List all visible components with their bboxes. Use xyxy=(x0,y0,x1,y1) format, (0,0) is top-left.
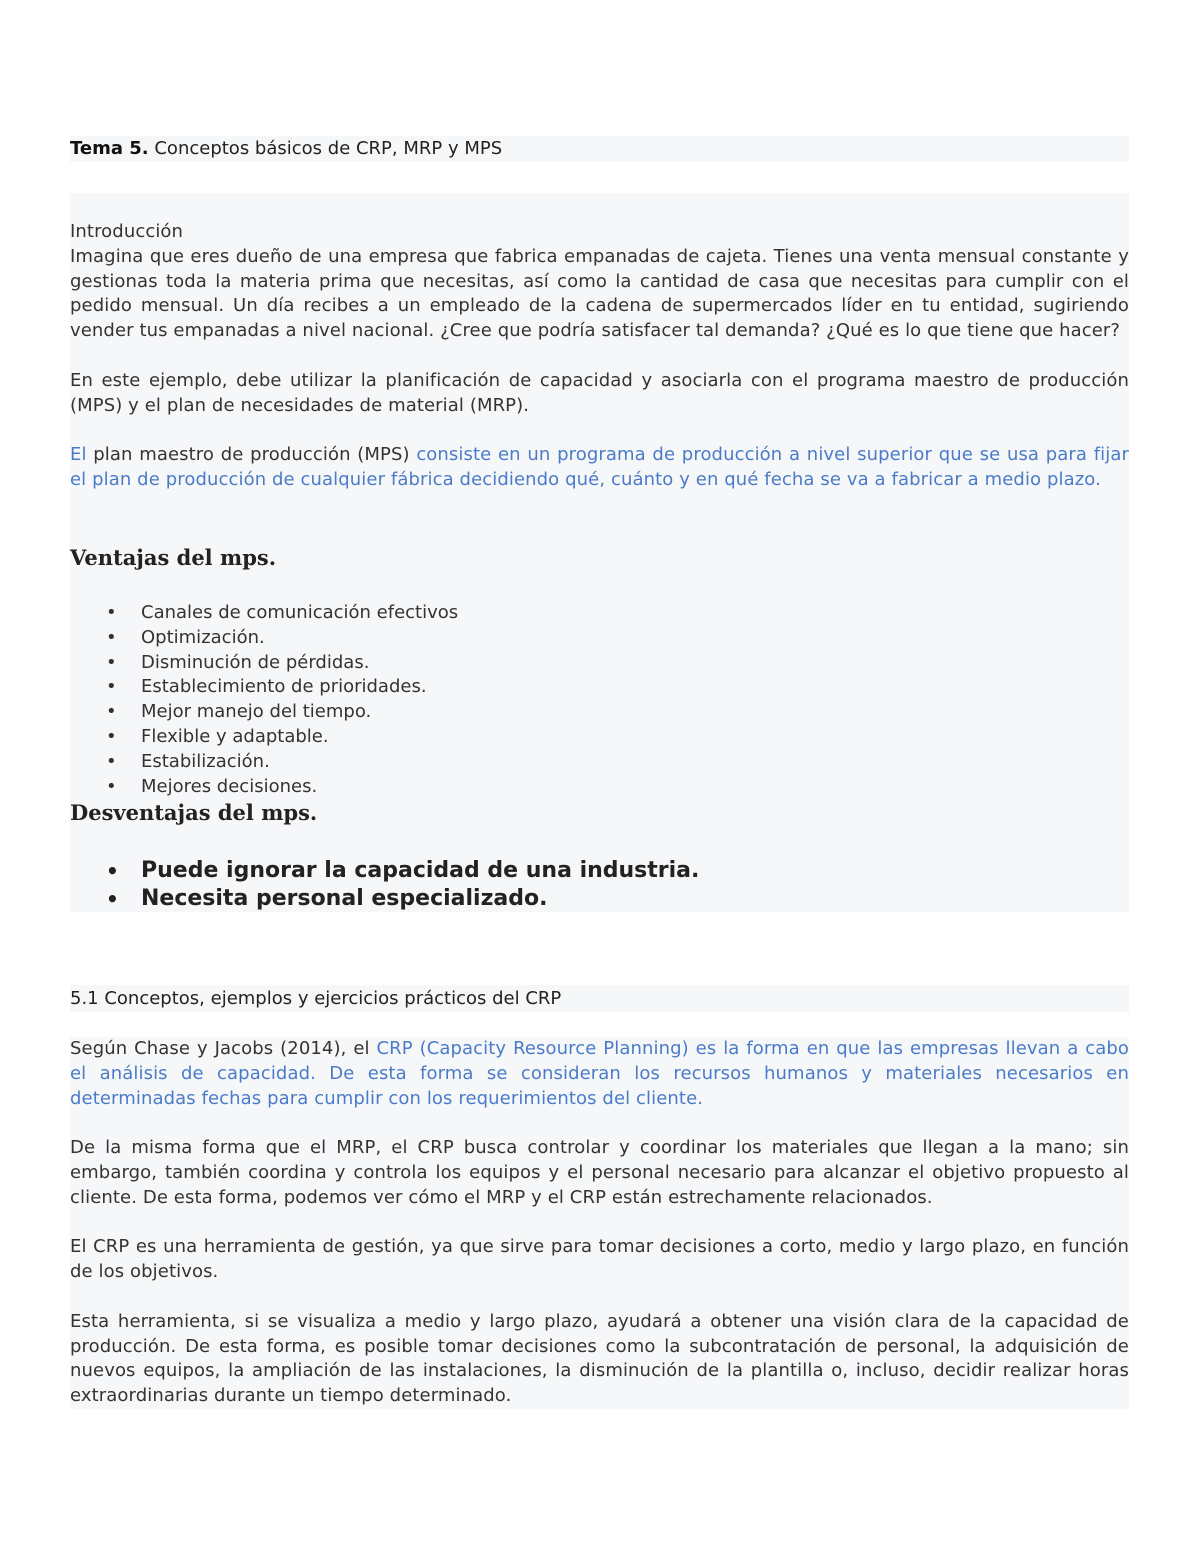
bullet-icon: • xyxy=(106,626,117,648)
bullet-icon: • xyxy=(106,887,119,911)
desventajas-heading: Desventajas del mps. xyxy=(70,800,318,825)
section-title: 5.1 Conceptos, ejemplos y ejercicios prácticos del CRP xyxy=(70,985,1129,1012)
list-item: • Establecimiento de prioridades. xyxy=(70,675,458,700)
intro-section xyxy=(70,193,1129,912)
list-item: • Disminución de pérdidas. xyxy=(70,651,458,676)
bullet-icon: • xyxy=(106,725,117,747)
p3-lead: El xyxy=(70,444,87,466)
p3-definition: consiste en un programa de producción a nivel superior que se usa para fijar el plan de producción de cualquier fábrica decidiendo qué, cuánto y en qué fecha se va a fabricar a medio plazo. xyxy=(70,444,1129,490)
crp-paragraph-3: El CRP es una herramienta de gestión, ya que sirve para tomar decisiones a corto, medio y largo plazo, en función de los objetivos. xyxy=(70,1236,1129,1283)
topic-number: Tema 5. xyxy=(70,138,149,159)
list-item: • Estabilización. xyxy=(70,750,458,775)
intro-paragraph-3 xyxy=(70,443,1129,493)
intro-paragraph-1: Imagina que eres dueño de una empresa que fabrica empanadas de cajeta. Tienes una venta mensual constante y gestionas toda la materia prima que necesitas, así como la cantidad de casa que necesitas para cumplir con el pedido mensual. Un día recibes a un empleado de la cadena de supermercados líder en tu entidad, sugiriendo vender tus empanadas a nivel nacional. ¿Cree que podría satisfacer tal demanda? ¿Qué es lo que tiene que hacer? xyxy=(70,245,1129,342)
crp-paragraph-2: De la misma forma que el MRP, el CRP busca controlar y coordinar los materiales que llegan a la mano; sin embargo, también coordina y controla los equipos y el personal necesario para alcanzar el objetivo propuesto al cliente. De esta forma, podemos ver cómo el MRP y el CRP están estrechamente relacionados. xyxy=(70,1137,1129,1208)
ventajas-heading: Ventajas del mps. xyxy=(70,545,277,570)
intro-paragraph-2: En este ejemplo, debe utilizar la planificación de capacidad y asociarla con el programa maestro de producción (MPS) y el plan de necesidades de material (MRP). xyxy=(70,369,1129,416)
crp-definition: CRP (Capacity Resource Planning) es la forma en que las empresas llevan a cabo el análisis de capacidad. De esta forma se consideran los recursos humanos y materiales necesarios en determinadas fechas para cumplir con los requerimientos del cliente. xyxy=(70,1038,1129,1109)
topic-title xyxy=(70,136,1129,162)
bullet-icon: • xyxy=(106,859,119,883)
p3-term: plan maestro de producción (MPS) xyxy=(86,444,417,466)
ventajas-list xyxy=(70,601,458,799)
crp-paragraph-1: Según Chase y Jacobs (2014), el CRP (Capacity Resource Planning) es la forma en que las empresas llevan a cabo el análisis de capacidad. De esta forma se consideran los recursos humanos y materiales necesarios en determinadas fechas para cumplir con los requerimientos del cliente. xyxy=(70,1038,1129,1109)
intro-heading: Introducción xyxy=(70,221,184,242)
bullet-icon: • xyxy=(106,651,117,673)
desventajas-list xyxy=(70,857,699,913)
topic-title-text: Conceptos básicos de CRP, MRP y MPS xyxy=(148,138,503,159)
bullet-icon: • xyxy=(106,775,117,797)
bullet-icon: • xyxy=(106,750,117,772)
list-item: • Mejor manejo del tiempo. xyxy=(70,700,458,725)
list-item: • Mejores decisiones. xyxy=(70,775,458,800)
bullet-icon: • xyxy=(106,701,117,723)
list-item: • Canales de comunicación efectivos xyxy=(70,601,458,626)
list-item: • Puede ignorar la capacidad de una industria. xyxy=(106,858,700,883)
bullet-icon: • xyxy=(106,602,117,623)
list-item: • Necesita personal especializado. xyxy=(106,886,548,911)
crp-section xyxy=(70,1037,1129,1409)
bullet-icon: • xyxy=(106,676,117,698)
list-item: • Optimización. xyxy=(70,626,458,651)
list-item: • Flexible y adaptable. xyxy=(70,725,458,750)
crp-paragraph-4: Esta herramienta, si se visualiza a medio y largo plazo, ayudará a obtener una visión clara de la capacidad de producción. De esta forma, es posible tomar decisiones como la subcontratación de personal, la adquisición de nuevos equipos, la ampliación de las instalaciones, la disminución de la plantilla o, incluso, decidir realizar horas extraordinarias durante un tiempo determinado. xyxy=(70,1310,1129,1407)
